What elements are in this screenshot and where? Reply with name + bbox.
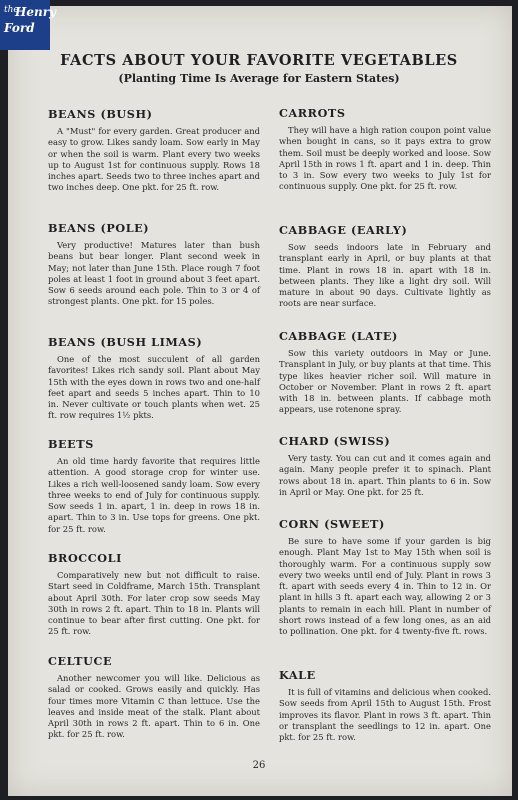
section-text: Very productive! Matures later than bush beans but bear longer. Plant second week in May; not later than June 15th. Place rough 7 foot poles at least 1 foot in ground about 3 feet apart. Sow 6 seeds around each pole. Thin to 3 or 4 of strongest plants. One pkt. for 15 poles.: [48, 240, 260, 307]
section-beans-pole: [48, 222, 260, 308]
section-title: CHARD (SWISS): [279, 434, 391, 448]
section-text: A "Must" for every garden. Great producer and easy to grow. Likes sandy loam. Sow early in May or when the soil is warm. Plant every two weeks up to August 1st for continuous supply. Rows 18 inches apart. Seeds two to three inches apart and two inches deep. One pkt. for 25 ft. row.: [48, 126, 260, 193]
section-text: Another newcomer you will like. Delicious as salad or cooked. Grows easily and quickly. Has four times more Vitamin C than lettuce. Use the leaves and inside meat of the stalk. Plant about April 30th in rows 2 ft. apart. Thin to 6 in. One pkt. for 25 ft. row.: [48, 673, 260, 740]
section-title: KALE: [279, 668, 316, 682]
section-kale: [279, 669, 491, 743]
logo-ford: Ford: [4, 21, 35, 35]
section-carrots: [279, 107, 491, 193]
section-beets: [48, 438, 260, 535]
section-cabbage-early: [279, 224, 491, 310]
section-title: BROCCOLI: [48, 551, 122, 565]
section-beans-bush-limas: [48, 336, 260, 422]
logo-henry: Henry: [15, 5, 56, 19]
section-text: One of the most succulent of all garden favorites! Likes rich sandy soil. Plant about May 15th with the eyes down in rows two and one-half feet apart and seeds 5 inches apart. Thin to 10 in. Never cultivate or touch plants when wet. 25 ft. row requires 1½ pkts.: [48, 354, 260, 421]
section-broccoli: [48, 552, 260, 638]
section-chard-swiss: [279, 435, 491, 498]
section-corn-sweet: [279, 518, 491, 638]
section-title: CABBAGE (EARLY): [279, 223, 408, 237]
section-beans-bush: [48, 108, 260, 194]
logo-the: the: [4, 5, 19, 15]
section-text: Comparatively new but not difficult to raise. Start seed in Coldframe, March 15th. Transplant about April 30th. For later crop sow seeds May 30th in rows 2 ft. apart. Thin to 18 in. Plants will continue to bear after first cutting. One pkt. for 25 ft. row.: [48, 570, 260, 637]
section-celtuce: [48, 655, 260, 741]
section-title: CELTUCE: [48, 654, 113, 668]
section-title: BEANS (POLE): [48, 221, 150, 235]
section-text: Be sure to have some if your garden is big enough. Plant May 1st to May 15th when soil is thoroughly warm. For a continuous supply sow every two weeks until end of July. Plant in rows 3 ft. apart with seeds every 4 in. Thin to 12 in. Or plant in hills 3 ft. apart each way, allowing 2 or 3 plants to remain in each hill. Plant in number of short rows instead of a few long ones, as an aid to pollination. One pkt. for 4 twenty-five ft. rows.: [279, 536, 491, 637]
section-title: CABBAGE (LATE): [279, 329, 398, 343]
section-title: CORN (SWEET): [279, 517, 385, 531]
page-subtitle: (Planting Time Is Average for Eastern States): [118, 72, 400, 85]
page-title: FACTS ABOUT YOUR FAVORITE VEGETABLES: [60, 52, 458, 69]
section-text: Very tasty. You can cut and it comes again and again. Many people prefer it to spinach. Plant rows about 18 in. apart. Thin plants to 6 in. Sow in April or May. One pkt. for 25 ft.: [279, 453, 491, 497]
section-title: BEETS: [48, 437, 94, 451]
section-text: Sow this variety outdoors in May or June. Transplant in July, or buy plants at that time. This type likes heavier richer soil. Will mature in October or November. Plant in rows 2 ft. apart with 18 in. between plants. If cabbage moth appears, use rotenone spray.: [279, 348, 491, 415]
section-title: BEANS (BUSH LIMAS): [48, 335, 203, 349]
section-title: CARROTS: [279, 106, 346, 120]
page-number: 26: [252, 760, 266, 771]
henry-ford-logo: [0, 0, 56, 50]
section-text: It is full of vitamins and delicious when cooked. Sow seeds from April 15th to August 15th. Frost improves its flavor. Plant in rows 3 ft. apart. Thin or transplant the seedlings to 12 in. apart. One pkt. for 25 ft. row.: [279, 687, 491, 743]
section-title: BEANS (BUSH): [48, 107, 153, 121]
section-text: Sow seeds indoors late in February and transplant early in April, or buy plants at that time. Plant in rows 18 in. apart with 18 in. between plants. They like a light dry soil. Will mature in about 90 days. Cultivate lightly as roots are near surface.: [279, 242, 491, 309]
section-text: An old time hardy favorite that requires little attention. A good storage crop for winter use. Likes a rich well-loosened sandy loam. Sow every three weeks to end of July for continuous supply. Sow seeds 1 in. apart, 1 in. deep in rows 18 in. apart. Thin to 3 in. Use tops for greens. One pkt. for 25 ft. row.: [48, 456, 260, 534]
section-cabbage-late: [279, 330, 491, 416]
section-text: They will have a high ration coupon point value when bought in cans, so it pays extra to grow them. Soil must be deeply worked and loose. Sow April 15th in rows 1 ft. apart and 1 in. deep. Thin to 3 in. Sow every two weeks to July 1st for continuous supply. One pkt. for 25 ft. row.: [279, 125, 491, 192]
